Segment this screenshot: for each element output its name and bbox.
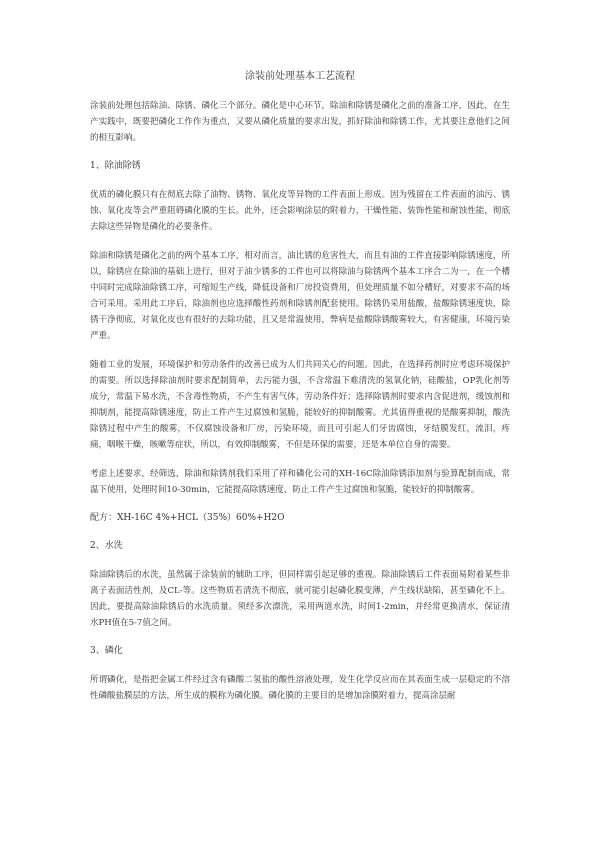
document-page xyxy=(90,70,510,717)
document-title: 涂装前处理基本工艺流程 xyxy=(245,71,355,82)
formula-line: 配方：XH-16C 4%+HCL（35%）60%+H2O xyxy=(90,513,285,523)
section-2-heading: 2、水洗 xyxy=(90,541,123,551)
section-3-paragraph-1: 所谓磷化，是指把金属工件经过含有磷酸二氢盐的酸性溶液处理，发生化学反应而在其表面生成一层稳定的不溶性磷酸盐膜层的方法，所生成的膜称为磷化膜。磷化膜的主要目的是增加涂膜附着力，提高涂层耐 xyxy=(90,675,510,701)
section-2-paragraph-1: 除油除锈后的水洗，虽然属于涂装前的辅助工序，但同样需引起足够的重视。除油除锈后工件表面易附着某些非离子表面活性剂，及CL-等。这些物质若清洗不彻底，就可能引起磷化膜变薄，产生线状缺陷，甚至磷化不上。因此，要提高除油除锈后的水洗质量。须经多次漂洗，采用两道水洗，时间1-2min，并经常更换清水，保证清水PH值在5-7值之间。 xyxy=(90,570,510,628)
section-1-paragraph-4: 考虑上述要求，经筛选，除油和除锈剂我们采用了祥和磷化公司的XH-16C除油除锈添加剂与验算配制而成，常温下使用，处理时间10-30min，它能提高除锈速度，防止工件产生过腐蚀和氢脆，能较好的抑制酸雾。 xyxy=(90,469,510,495)
section-1-paragraph-3: 随着工业的发展，环境保护和劳动条件的改善已成为人们共同关心的问题。因此，在选择药剂时应考虑环境保护的需要。所以选择除油剂时要求配制简单，去污能力强，不含常温下难清洗的氢氧化钠，硅酸盐，OP乳化剂等成分，常温下易水洗，不含毒性物质，不产生有害气体，劳动条件好；选择除锈剂时要求内含促进剂，缓蚀剂和抑制剂，能提高除锈速度，防止工件产生过腐蚀和氢脆，能较好的抑制酸雾。尤其值得重视的是酸雾抑制，酸洗除锈过程中产生的酸雾，不仅腐蚀设备和厂房，污染环境，而且可引起人们牙齿腐蚀，牙结膜发红，流泪，疼痛，咽喉干燥，咳嗽等症状，所以，有效抑制酸雾，不但是环保的需要，还是本单位自身的需要。 xyxy=(90,360,510,450)
section-1-heading: 1、除油除锈 xyxy=(90,161,141,171)
intro-paragraph: 涂装前处理包括除油、除锈、磷化三个部分。磷化是中心环节，除油和除锈是磷化之前的准备工序，因此，在生产实践中，既要把磷化工作作为重点，又要从磷化质量的要求出发，抓好除油和除锈工作，尤其要注意他们之间的相互影响。 xyxy=(90,101,510,143)
section-1-paragraph-2: 除油和除锈是磷化之前的两个基本工序，相对而言，油比锈的危害性大，而且有油的工件直接影响除锈速度，所以，除锈应在除油的基础上进行，但对于油少锈多的工件也可以将除油与除锈两个基本工序合二为一，在一个槽中同时完成除油除锈工序，可缩短生产线，降低设备和厂房投资费用，但处理质量不如分槽好，对要求不高的场合可采用。采用此工序后，除油剂也应选择酸性药剂和除锈剂配套使用。除锈仍采用盐酸，盐酸除锈速度快，除锈干净彻底，对氧化皮也有很好的去除功能，且又是常温使用，弊病是盐酸除锈酸雾较大，有害健康，环境污染严重。 xyxy=(90,251,510,341)
section-1-paragraph-1: 优质的磷化膜只有在彻底去除了油物、锈物、氧化皮等异物的工件表面上形成。因为残留在工件表面的油污、锈蚀、氧化皮等会严重阻碍磷化膜的生长。此外，还会影响涂层的附着力，干燥性能、装饰性能和耐蚀性能，彻底去除这些异物是磷化的必要条件。 xyxy=(90,190,510,232)
section-3-heading: 3、磷化 xyxy=(90,646,123,656)
